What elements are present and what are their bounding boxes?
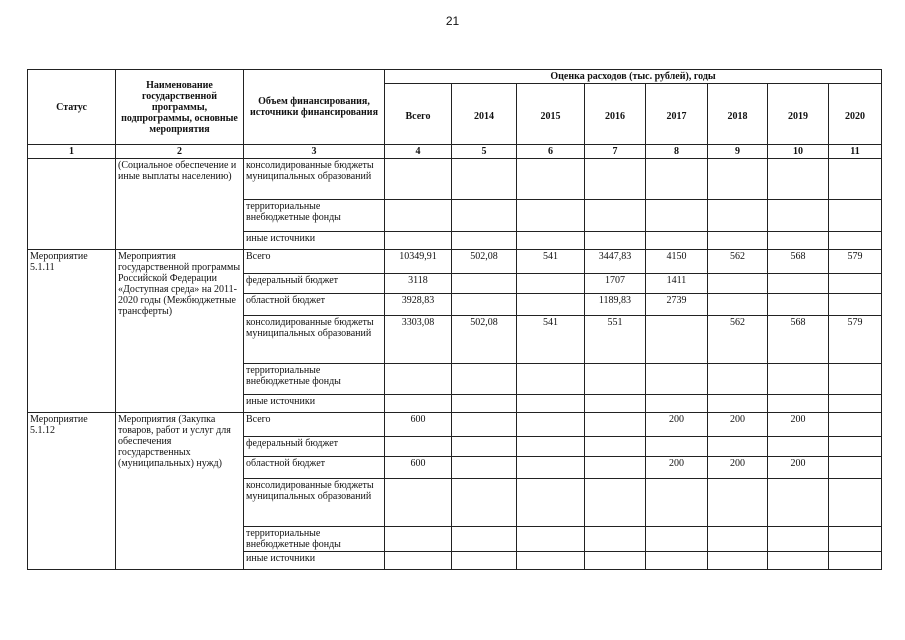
funding-source-cell: Всего [244, 250, 385, 274]
column-number-cell: 1 [28, 145, 116, 159]
amount-cell [708, 395, 768, 413]
amount-cell: 600 [385, 413, 452, 437]
column-number-cell: 6 [517, 145, 585, 159]
amount-cell [829, 479, 882, 527]
header-year-cell: 2017 [646, 84, 708, 145]
amount-cell [385, 364, 452, 395]
column-number-cell: 8 [646, 145, 708, 159]
amount-cell: 3928,83 [385, 294, 452, 316]
amount-cell [517, 395, 585, 413]
amount-cell [768, 479, 829, 527]
amount-cell [708, 479, 768, 527]
amount-cell [385, 479, 452, 527]
amount-cell [829, 232, 882, 250]
amount-cell [452, 232, 517, 250]
amount-cell [708, 232, 768, 250]
column-number-cell: 7 [585, 145, 646, 159]
table-row [28, 413, 882, 437]
amount-cell [452, 479, 517, 527]
amount-cell [452, 200, 517, 232]
amount-cell [517, 413, 585, 437]
amount-cell [585, 552, 646, 570]
amount-cell [646, 395, 708, 413]
amount-cell [829, 552, 882, 570]
amount-cell [646, 364, 708, 395]
funding-source-cell: областной бюджет [244, 294, 385, 316]
column-number-cell: 5 [452, 145, 517, 159]
amount-cell: 200 [708, 413, 768, 437]
page-number: 21 [445, 14, 460, 28]
amount-cell: 1189,83 [585, 294, 646, 316]
amount-cell [768, 364, 829, 395]
funding-source-cell: консолидированные бюджеты муниципальных образований [244, 316, 385, 364]
column-number-cell: 10 [768, 145, 829, 159]
amount-cell: 10349,91 [385, 250, 452, 274]
amount-cell [517, 437, 585, 457]
amount-cell: 4150 [646, 250, 708, 274]
amount-cell [768, 527, 829, 552]
header-program-name: Наименование государственной программы, подпрограммы, основные мероприятия [116, 70, 244, 145]
table-row [28, 159, 882, 200]
funding-source-cell: областной бюджет [244, 457, 385, 479]
amount-cell [452, 159, 517, 200]
funding-source-cell: иные источники [244, 395, 385, 413]
amount-cell [517, 232, 585, 250]
amount-cell [708, 437, 768, 457]
amount-cell [708, 527, 768, 552]
funding-source-cell: консолидированные бюджеты муниципальных образований [244, 479, 385, 527]
amount-cell [829, 413, 882, 437]
amount-cell [585, 457, 646, 479]
amount-cell [517, 274, 585, 294]
amount-cell: 579 [829, 250, 882, 274]
amount-cell [517, 364, 585, 395]
header-funding: Объем финансирования, источники финансирования [244, 70, 385, 145]
measure-name-cell: (Социальное обеспечение и иные выплаты населению) [116, 159, 244, 250]
amount-cell [646, 232, 708, 250]
amount-cell [829, 527, 882, 552]
amount-cell [452, 294, 517, 316]
amount-cell [585, 364, 646, 395]
amount-cell [708, 294, 768, 316]
amount-cell [829, 364, 882, 395]
amount-cell [585, 413, 646, 437]
amount-cell [385, 527, 452, 552]
column-number-cell: 3 [244, 145, 385, 159]
amount-cell [768, 232, 829, 250]
amount-cell [585, 395, 646, 413]
funding-source-cell: иные источники [244, 232, 385, 250]
amount-cell: 541 [517, 316, 585, 364]
column-number-cell: 4 [385, 145, 452, 159]
amount-cell [585, 479, 646, 527]
status-cell: Мероприятие 5.1.11 [28, 250, 116, 413]
amount-cell [768, 200, 829, 232]
funding-source-cell: федеральный бюджет [244, 437, 385, 457]
amount-cell: 541 [517, 250, 585, 274]
amount-cell [646, 437, 708, 457]
funding-source-cell: иные источники [244, 552, 385, 570]
funding-source-cell: консолидированные бюджеты муниципальных образований [244, 159, 385, 200]
amount-cell: 200 [708, 457, 768, 479]
funding-source-cell: территориальные внебюджетные фонды [244, 364, 385, 395]
measure-name-cell: Мероприятия (Закупка товаров, работ и услуг для обеспечения государственных (муниципальных) нужд) [116, 413, 244, 570]
amount-cell [585, 200, 646, 232]
amount-cell [646, 479, 708, 527]
amount-cell [385, 159, 452, 200]
amount-cell: 3118 [385, 274, 452, 294]
amount-cell [829, 274, 882, 294]
budget-table [27, 69, 882, 570]
amount-cell [585, 437, 646, 457]
amount-cell: 568 [768, 250, 829, 274]
status-cell: Мероприятие 5.1.12 [28, 413, 116, 570]
amount-cell [768, 274, 829, 294]
column-number-cell: 2 [116, 145, 244, 159]
amount-cell: 2739 [646, 294, 708, 316]
amount-cell [768, 294, 829, 316]
amount-cell [452, 437, 517, 457]
amount-cell [452, 413, 517, 437]
amount-cell [646, 316, 708, 364]
amount-cell [452, 527, 517, 552]
funding-source-cell: Всего [244, 413, 385, 437]
amount-cell [708, 364, 768, 395]
amount-cell [585, 232, 646, 250]
amount-cell [708, 274, 768, 294]
header-year-cell: Всего [385, 84, 452, 145]
amount-cell: 551 [585, 316, 646, 364]
amount-cell: 600 [385, 457, 452, 479]
amount-cell [452, 364, 517, 395]
amount-cell [517, 159, 585, 200]
amount-cell [385, 552, 452, 570]
amount-cell [646, 200, 708, 232]
header-year-cell: 2019 [768, 84, 829, 145]
amount-cell [385, 232, 452, 250]
amount-cell: 568 [768, 316, 829, 364]
header-year-cell: 2015 [517, 84, 585, 145]
amount-cell [517, 457, 585, 479]
amount-cell [452, 552, 517, 570]
amount-cell [829, 437, 882, 457]
column-number-cell: 11 [829, 145, 882, 159]
amount-cell: 200 [646, 457, 708, 479]
amount-cell: 502,08 [452, 316, 517, 364]
header-status: Статус [28, 70, 116, 145]
amount-cell: 579 [829, 316, 882, 364]
amount-cell [385, 200, 452, 232]
amount-cell [646, 159, 708, 200]
amount-cell [452, 395, 517, 413]
amount-cell [517, 527, 585, 552]
amount-cell [517, 552, 585, 570]
amount-cell [708, 159, 768, 200]
amount-cell: 1411 [646, 274, 708, 294]
funding-source-cell: федеральный бюджет [244, 274, 385, 294]
amount-cell [829, 159, 882, 200]
header-year-cell: 2016 [585, 84, 646, 145]
amount-cell [829, 395, 882, 413]
measure-name-cell: Мероприятия государственной программы Российской Федерации «Доступная среда» на 2011-2020 годы (Межбюджетные трансферты) [116, 250, 244, 413]
amount-cell: 562 [708, 316, 768, 364]
amount-cell [768, 437, 829, 457]
amount-cell [708, 552, 768, 570]
status-cell [28, 159, 116, 250]
amount-cell [829, 200, 882, 232]
amount-cell [708, 200, 768, 232]
amount-cell: 200 [768, 413, 829, 437]
amount-cell [768, 395, 829, 413]
funding-source-cell: территориальные внебюджетные фонды [244, 200, 385, 232]
table-row [28, 250, 882, 274]
amount-cell [585, 527, 646, 552]
amount-cell: 200 [646, 413, 708, 437]
amount-cell: 562 [708, 250, 768, 274]
header-year-cell: 2020 [829, 84, 882, 145]
amount-cell [829, 457, 882, 479]
amount-cell [517, 294, 585, 316]
amount-cell [829, 294, 882, 316]
header-estimate: Оценка расходов (тыс. рублей), годы [385, 70, 882, 84]
amount-cell: 1707 [585, 274, 646, 294]
amount-cell [385, 437, 452, 457]
funding-source-cell: территориальные внебюджетные фонды [244, 527, 385, 552]
amount-cell: 3303,08 [385, 316, 452, 364]
amount-cell [517, 200, 585, 232]
amount-cell [517, 479, 585, 527]
amount-cell [452, 274, 517, 294]
column-number-cell: 9 [708, 145, 768, 159]
amount-cell [385, 395, 452, 413]
amount-cell [585, 159, 646, 200]
header-year-cell: 2018 [708, 84, 768, 145]
amount-cell [768, 159, 829, 200]
amount-cell [452, 457, 517, 479]
amount-cell [646, 552, 708, 570]
amount-cell [768, 552, 829, 570]
amount-cell [646, 527, 708, 552]
amount-cell: 3447,83 [585, 250, 646, 274]
header-year-cell: 2014 [452, 84, 517, 145]
amount-cell: 502,08 [452, 250, 517, 274]
amount-cell: 200 [768, 457, 829, 479]
